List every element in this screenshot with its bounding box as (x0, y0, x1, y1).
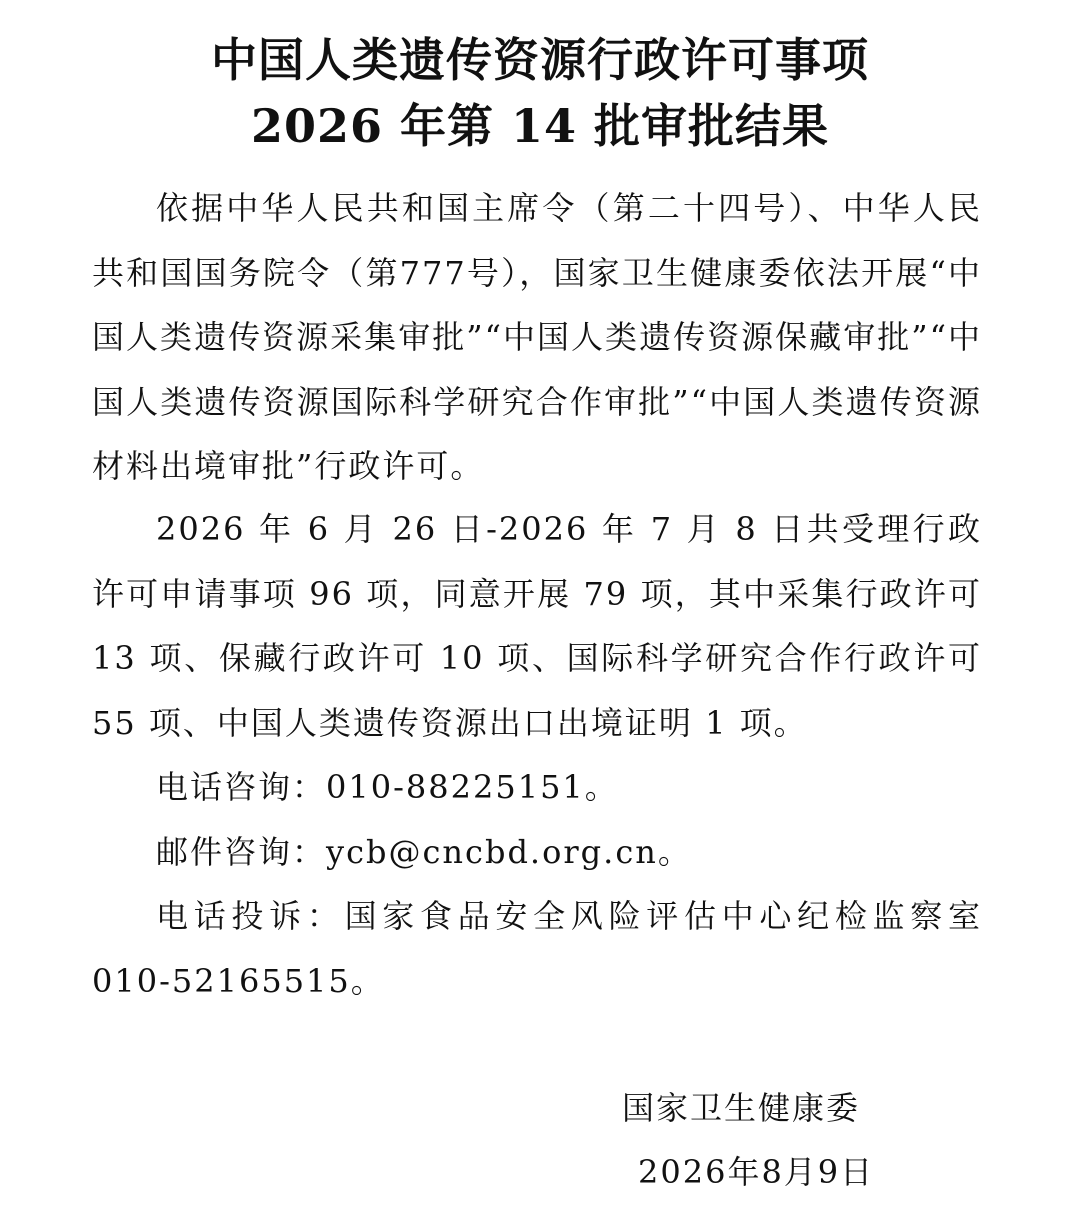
document-title-line-1: 中国人类遗传资源行政许可事项 (211, 33, 869, 87)
phone-complaint-contact: 国家食品安全风险评估中心纪检监察室 010-52165515。 (92, 897, 982, 1000)
signature-organization: 国家卫生健康委 (622, 1089, 861, 1127)
email-consultation-address: ycb@cncbd.org.cn。 (326, 833, 692, 871)
email-consultation-line (92, 820, 982, 885)
phone-complaint-line (92, 884, 982, 1013)
signature-date: 2026年8月9日 (638, 1153, 875, 1191)
phone-consultation-label: 电话咨询： (156, 768, 327, 806)
paragraph-approval-statistics: 2026 年 6 月 26 日-2026 年 7 月 8 日共受理行政许可申请事项 96 项，同意开展 79 项，其中采集行政许可 13 项、保藏行政许可 10 项、国际科学研究合作行政许可 55 项、中国人类遗传资源出口出境证明 1 项。 (92, 510, 982, 742)
paragraph-legal-basis: 依据中华人民共和国主席令（第二十四号）、中华人民共和国国务院令（第777号），国家卫生健康委依法开展“中国人类遗传资源采集审批”“中国人类遗传资源保藏审批”“中国人类遗传资源国际科学研究合作审批”“中国人类遗传资源材料出境审批”行政许可。 (92, 189, 982, 485)
phone-consultation-number: 010-88225151。 (326, 768, 619, 806)
phone-complaint-label: 电话投诉： (156, 897, 345, 935)
email-consultation-label: 邮件咨询： (156, 833, 327, 871)
phone-consultation-line (92, 755, 982, 820)
document-title-line-2: 2026 年第 14 批审批结果 (250, 99, 830, 153)
